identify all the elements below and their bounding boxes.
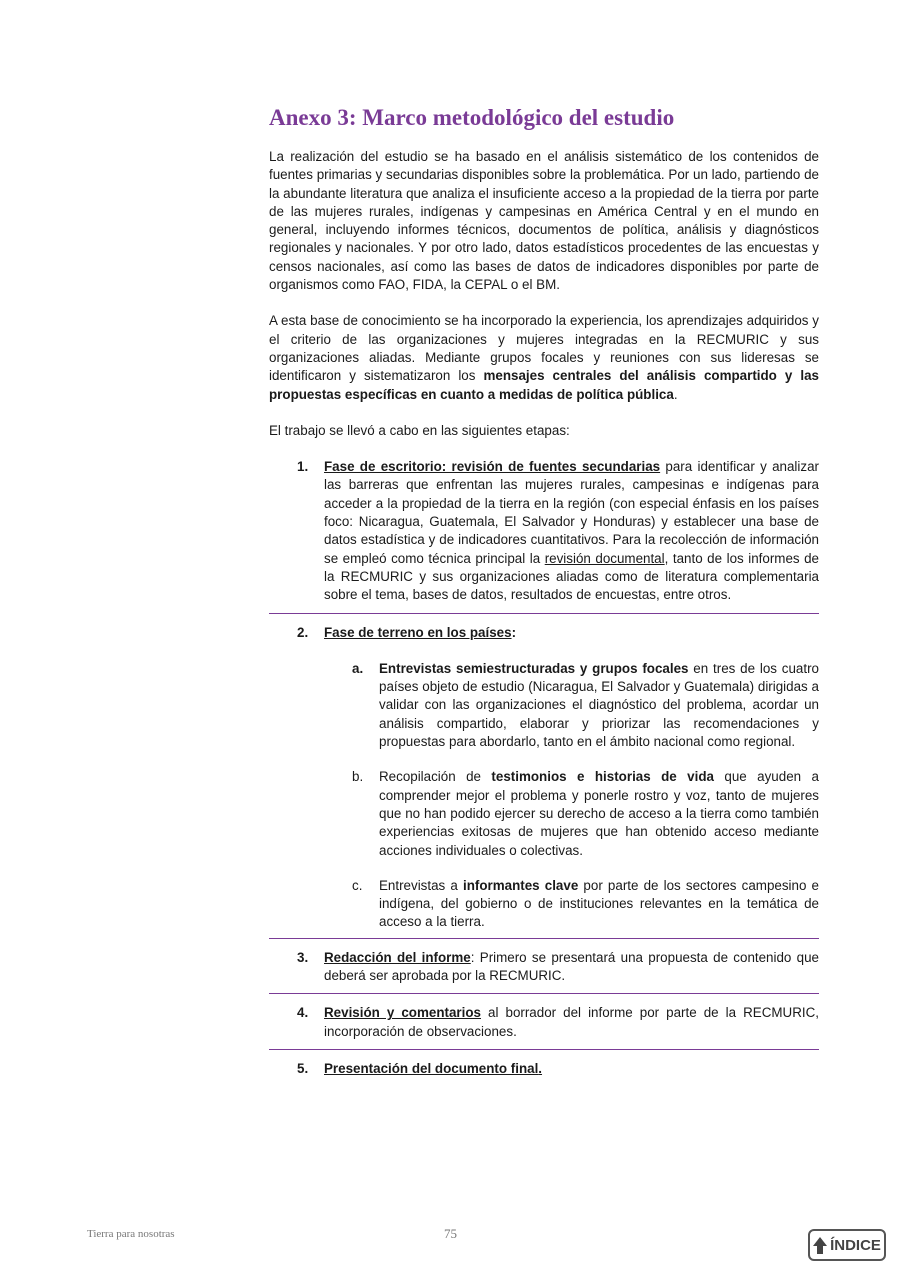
step-2a-body — [379, 660, 819, 751]
step-2a-text: en tres de los cuatro países objeto de estudio (Nicaragua, El Salvador y Guatemala) dirigidas a validar con las organizaciones el diagnóstico del problema, acordar un análisis compartido, elaborar y priorizar las recomendaciones y propuestas para abordarlo, tanto en el ámbito nacional como regional. — [379, 660, 819, 750]
step-2-colon: : — [511, 624, 517, 640]
index-button[interactable] — [808, 1229, 886, 1261]
footer-publication-title: Tierra para nosotras — [87, 1228, 175, 1240]
paragraph-1: La realización del estudio se ha basado en el análisis sistemático de los contenidos de fuentes primarias y secundarias disponibles sobre la problemática. Por un lado, partiendo de la abundante literatura que analiza el insuficiente acceso a la propiedad de la tierra por parte de las mujeres rurales, indígenas y campesinas en América Central y en el mundo en general, incluyendo informes técnicos, documentos de política, análisis y diagnósticos regionales y nacionales. Y por otro lado, datos estadísticos procedentes de las encuestas y censos nacionales, así como las bases de datos de indicadores disponibles por parte de organismos como FAO, FIDA, la CEPAL o el BM. — [269, 149, 819, 293]
step-2b-pre: Recopilación de — [379, 769, 492, 785]
step-2b-text: que ayuden a comprender mejor el problema y ponerle rostro y voz, tanto de mujeres que no han podido ejercer su derecho de acceso a la tierra como también experiencias exitosas de mujeres que han obtenido acceso mediante acciones individuales o colectivas. — [379, 769, 819, 858]
step-1 — [269, 458, 819, 612]
step-2c-pre: Entrevistas a — [379, 877, 463, 893]
step-2-number: 2. — [297, 624, 309, 640]
paragraph-2-end: . — [673, 386, 678, 402]
step-4-body — [324, 1004, 819, 1041]
step-2a-letter: a. — [352, 660, 364, 676]
step-2-body — [324, 624, 819, 642]
divider-2 — [269, 938, 819, 939]
divider-1 — [269, 613, 819, 614]
step-1-text1: para identificar y analizar las barreras que enfrentan las mujeres rurales, campesinas e indígenas para acceder a la propiedad de la tierra en la región (con especial énfasis en los países foco: Nicaragua, Guatemala, El Salvador y Honduras) y establecer una base de datos estadística y de indicadores cuantitativos. Para la recolección de información se empleó como técnica principal la — [324, 459, 819, 566]
step-1-number: 1. — [297, 459, 309, 475]
step-5-body — [324, 1060, 819, 1078]
step-4-title: Revisión y comentarios — [324, 1005, 481, 1021]
step-4-number: 4. — [297, 1005, 309, 1021]
step-2c-text: por parte de los sectores campesino e indígena, del gobierno o de instituciones relevantes en la temática de acceso a la tierra. — [379, 877, 819, 930]
step-2-title: Fase de terreno en los países — [324, 624, 512, 640]
step-2c — [324, 877, 819, 932]
page-number: 75 — [444, 1226, 457, 1241]
step-4-text: al borrador del informe por parte de la RECMURIC, incorporación de observaciones. — [324, 1005, 820, 1039]
step-2b-bold: testimonios e historias de vida — [491, 769, 714, 785]
step-1-body — [324, 458, 819, 604]
step-2c-letter: c. — [352, 877, 363, 893]
step-3-text: : Primero se presentará una propuesta de contenido que deberá ser aprobada por la RECMURIC. — [324, 949, 820, 983]
step-2c-body — [379, 877, 819, 932]
page-title: Anexo 3: Marco metodológico del estudio — [269, 105, 675, 130]
step-2c-bold: informantes clave — [462, 877, 579, 893]
step-4 — [269, 1004, 819, 1049]
step-5 — [269, 1060, 819, 1086]
paragraph-2 — [269, 312, 819, 403]
divider-4 — [269, 1049, 819, 1050]
step-2a-bold: Entrevistas semiestructuradas y grupos focales — [379, 660, 689, 676]
step-1-link: revisión documental — [544, 550, 665, 566]
step-2b-body — [379, 768, 819, 859]
step-5-title-text: Presentación del documento final — [324, 1060, 539, 1076]
arrow-up-icon — [813, 1237, 827, 1246]
step-3-title: Redacción del informe — [324, 949, 471, 965]
step-5-number: 5. — [297, 1060, 309, 1076]
paragraph-2-bold: mensajes centrales del análisis compartido y las propuestas específicas en cuanto a medidas de política pública — [269, 368, 819, 402]
main-content — [269, 104, 819, 1086]
step-2 — [269, 624, 819, 660]
divider-3 — [269, 993, 819, 994]
step-2b-letter: b. — [352, 769, 364, 785]
step-3 — [269, 949, 819, 994]
paragraph-3: El trabajo se llevó a cabo en las siguientes etapas: — [269, 422, 570, 438]
step-3-body — [324, 949, 819, 986]
step-2a — [324, 660, 819, 751]
step-5-title — [324, 1061, 542, 1076]
index-button-label: ÍNDICE — [830, 1236, 881, 1254]
step-3-number: 3. — [297, 949, 309, 965]
step-5-end: . — [538, 1060, 543, 1076]
step-2b — [324, 768, 819, 859]
step-1-title: Fase de escritorio: revisión de fuentes secundarias — [324, 459, 661, 475]
step-1-text2: , tanto de los informes de la RECMURIC y sus organizaciones aliadas como de literatura complementaria sobre el tema, bases de datos, resultados de encuestas, entre otros. — [324, 550, 820, 603]
paragraph-2-text: A esta base de conocimiento se ha incorporado la experiencia, los aprendizajes adquiridos y el criterio de las organizaciones y mujeres integradas en la RECMURIC y sus organizaciones aliadas. Mediante grupos focales y reuniones con sus lideresas se identificaron y sistematizaron los — [269, 313, 819, 384]
